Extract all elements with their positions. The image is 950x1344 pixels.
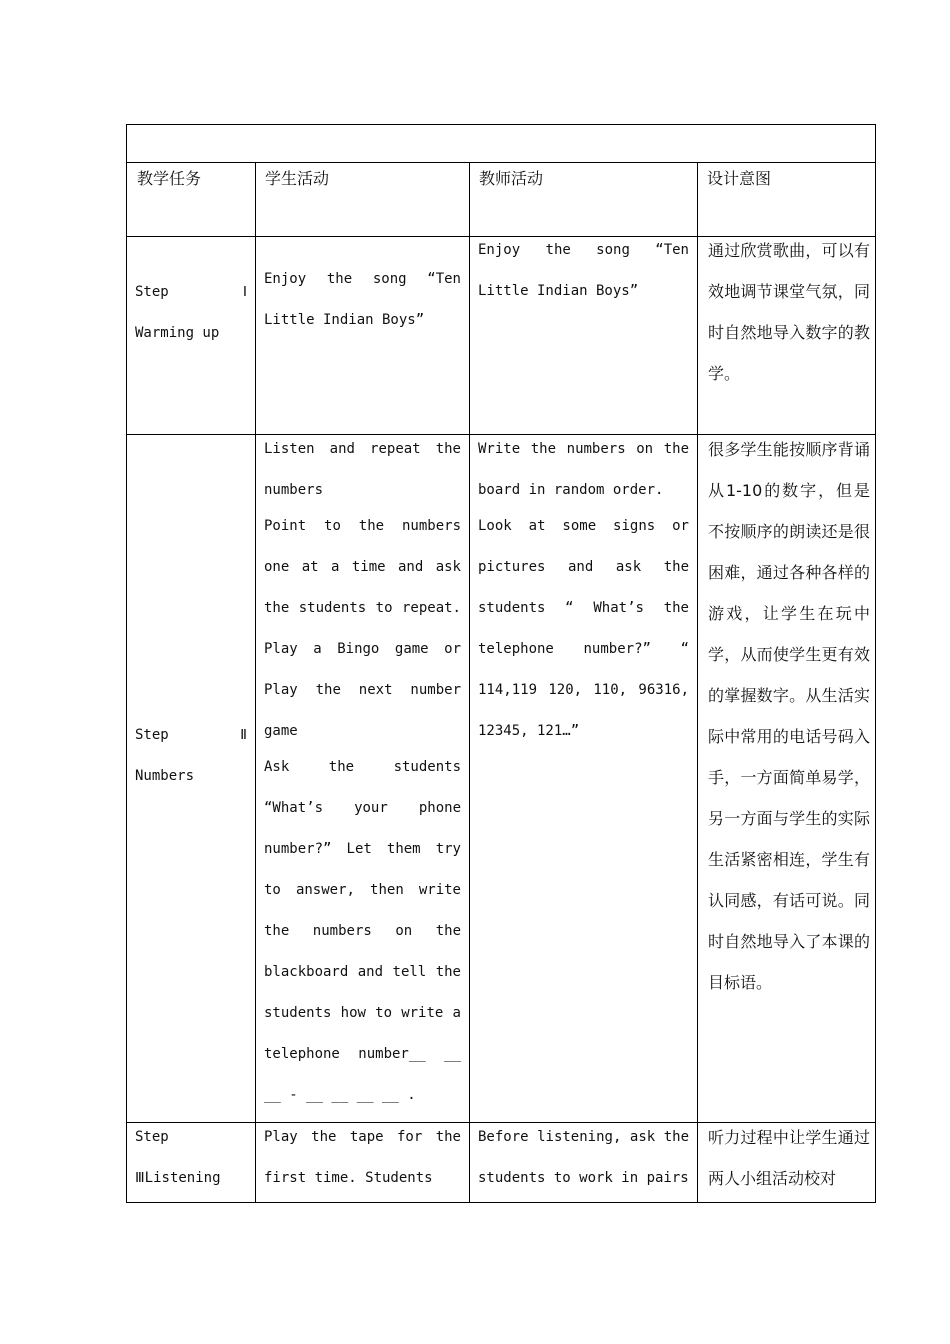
student-activity-text: Ask the students “What’s your phone number?” Let them try to answer, then write the numbers on the blackboard and tell the students how to write a telephone number__ __ __ - __ __ __ __ . bbox=[264, 759, 461, 1103]
step-3-title: ⅢListening bbox=[135, 1170, 221, 1186]
step-1-design-intent bbox=[708, 230, 870, 394]
step-2-teacher-activity bbox=[478, 429, 689, 752]
student-activity-text: Play the tape for the first time. Students bbox=[264, 1129, 461, 1186]
student-activity-text: Enjoy the song “Ten Little Indian Boys” bbox=[264, 271, 461, 328]
step-1-label bbox=[135, 272, 247, 354]
column-divider bbox=[255, 162, 256, 1203]
step-2-student-activity bbox=[264, 429, 461, 1116]
step-2-word: Step bbox=[135, 727, 169, 743]
step-1-word: Step bbox=[135, 284, 169, 300]
step-1-teacher-activity bbox=[478, 230, 689, 312]
column-divider bbox=[697, 162, 698, 1203]
student-activity-text: Listen and repeat the numbers bbox=[264, 441, 461, 498]
column-divider bbox=[469, 162, 470, 1203]
teacher-activity-text: Enjoy the song “Ten Little Indian Boys” bbox=[478, 242, 689, 299]
step-3-word: Step bbox=[135, 1129, 169, 1145]
header-teacher-activity: 教师活动 bbox=[479, 169, 544, 188]
teacher-activity-text: Before listening, ask the students to work in pairs bbox=[478, 1129, 689, 1186]
header-design-intent: 设计意图 bbox=[707, 169, 772, 188]
step-3-student-activity bbox=[264, 1117, 461, 1199]
design-intent-text: 很多学生能按顺序背诵从1-10的数字，但是不按顺序的朗读还是很困难，通过各种各样的游戏，让学生在玩中学，从而使学生更有效的掌握数字。从生活实际中常用的电话号码入手，一方面简单易学，另一方面与学生的实际生活紧密相连，学生有认同感，有话可说。同时自然地导入了本课的目标语。 bbox=[708, 440, 870, 992]
step-2-design-intent bbox=[708, 429, 870, 1003]
lesson-plan-table bbox=[126, 124, 876, 1203]
design-intent-text: 通过欣赏歌曲，可以有效地调节课堂气氛，同时自然地导入数字的教学。 bbox=[708, 241, 870, 383]
design-intent-text: 听力过程中让学生通过两人小组活动校对 bbox=[708, 1128, 870, 1188]
step-3-label bbox=[135, 1117, 247, 1199]
step-1-title: Warming up bbox=[135, 325, 220, 341]
step-3-design-intent bbox=[708, 1117, 870, 1199]
header-task: 教学任务 bbox=[137, 169, 202, 188]
step-1-numeral: Ⅰ bbox=[242, 284, 247, 300]
step-1-student-activity bbox=[264, 259, 461, 341]
teacher-activity-text: Write the numbers on the board in random order. bbox=[478, 441, 689, 498]
step-2-title: Numbers bbox=[135, 768, 195, 784]
student-activity-text: Point to the numbers one at a time and ask the students to repeat. Play a Bingo game or Play the next number game bbox=[264, 518, 461, 739]
step-2-label bbox=[135, 715, 247, 797]
header-student-activity: 学生活动 bbox=[265, 169, 330, 188]
step-3-teacher-activity bbox=[478, 1117, 689, 1199]
row-divider bbox=[127, 162, 875, 163]
step-2-numeral: Ⅱ bbox=[240, 727, 247, 743]
teacher-activity-text: Look at some signs or pictures and ask the students “ What’s the telephone number?” “ 114,119 120, 110, 96316, 12345, 121…” bbox=[478, 518, 689, 739]
